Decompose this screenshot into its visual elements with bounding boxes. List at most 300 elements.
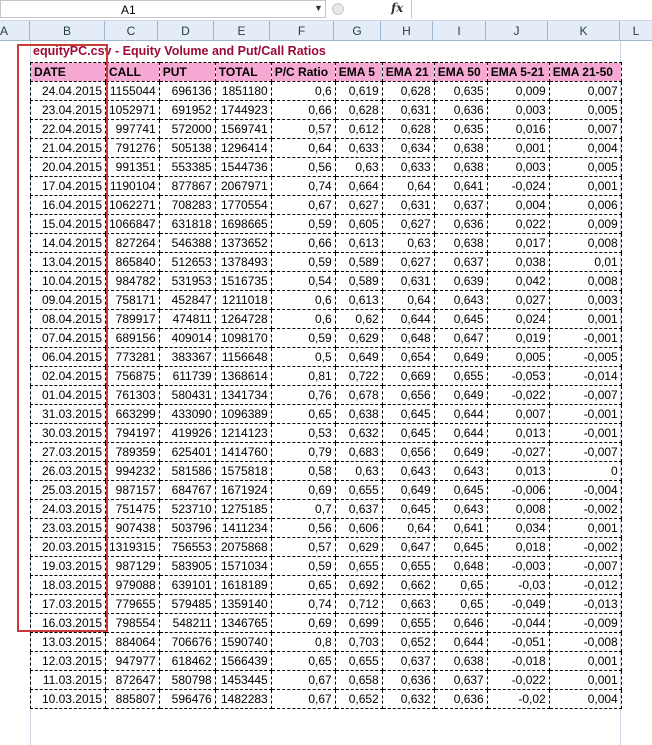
table-cell[interactable]: 1214123 xyxy=(215,424,271,443)
table-cell[interactable]: 0,6 xyxy=(271,291,335,310)
table-cell[interactable]: -0,001 xyxy=(549,424,621,443)
table-cell[interactable]: 11.03.2015 xyxy=(31,671,106,690)
table-cell[interactable]: 0,605 xyxy=(335,215,382,234)
table-cell[interactable]: -0,012 xyxy=(549,576,621,595)
table-cell[interactable]: 0,655 xyxy=(335,652,382,671)
column-header-b[interactable]: B xyxy=(30,21,105,41)
table-cell[interactable]: 0,57 xyxy=(271,120,335,139)
table-cell[interactable]: 0,59 xyxy=(271,329,335,348)
table-cell[interactable]: 546388 xyxy=(159,234,215,253)
table-cell[interactable]: 21.04.2015 xyxy=(31,139,106,158)
table-cell[interactable]: 0,69 xyxy=(271,614,335,633)
table-cell[interactable]: 1319315 xyxy=(106,538,160,557)
table-cell[interactable]: 0,656 xyxy=(382,443,434,462)
table-cell[interactable]: 987129 xyxy=(106,557,160,576)
table-cell[interactable]: 2067971 xyxy=(215,177,271,196)
table-cell[interactable]: 0,632 xyxy=(382,690,434,709)
table-cell[interactable]: 706676 xyxy=(159,633,215,652)
table-cell[interactable]: 947977 xyxy=(106,652,160,671)
table-cell[interactable]: 0,013 xyxy=(487,462,549,481)
table-cell[interactable]: 0,664 xyxy=(335,177,382,196)
table-cell[interactable]: 0,619 xyxy=(335,82,382,101)
table-cell[interactable]: 0,652 xyxy=(382,633,434,652)
table-cell[interactable]: 474811 xyxy=(159,310,215,329)
table-cell[interactable]: -0,018 xyxy=(487,652,549,671)
table-cell[interactable]: 0,024 xyxy=(487,310,549,329)
table-cell[interactable]: 0,712 xyxy=(335,595,382,614)
table-cell[interactable]: 0,655 xyxy=(382,557,434,576)
table-cell[interactable]: 884064 xyxy=(106,633,160,652)
table-cell[interactable]: 0,65 xyxy=(434,576,487,595)
table-cell[interactable]: 618462 xyxy=(159,652,215,671)
table-cell[interactable]: 0,645 xyxy=(382,405,434,424)
table-cell[interactable]: 0,692 xyxy=(335,576,382,595)
column-header-e[interactable]: E xyxy=(214,21,270,41)
table-cell[interactable]: 0,643 xyxy=(434,500,487,519)
table-cell[interactable]: 907438 xyxy=(106,519,160,538)
table-cell[interactable]: 0,645 xyxy=(382,500,434,519)
table-cell[interactable]: 0,6 xyxy=(271,82,335,101)
table-cell[interactable]: 0,638 xyxy=(434,234,487,253)
table-cell[interactable]: 0,65 xyxy=(434,595,487,614)
table-cell[interactable]: 0,7 xyxy=(271,500,335,519)
table-cell[interactable]: 991351 xyxy=(106,158,160,177)
table-cell[interactable]: 10.04.2015 xyxy=(31,272,106,291)
table-cell[interactable]: 0,003 xyxy=(487,101,549,120)
table-cell[interactable]: 0,649 xyxy=(335,348,382,367)
table-cell[interactable]: 1590740 xyxy=(215,633,271,652)
table-cell[interactable]: 0,631 xyxy=(382,272,434,291)
table-cell[interactable]: 0,635 xyxy=(434,82,487,101)
table-cell[interactable]: 794197 xyxy=(106,424,160,443)
table-cell[interactable]: 0,65 xyxy=(271,576,335,595)
table-cell[interactable]: 0,613 xyxy=(335,291,382,310)
table-cell[interactable]: 1770554 xyxy=(215,196,271,215)
table-cell[interactable]: 0,018 xyxy=(487,538,549,557)
table-cell[interactable]: 0,649 xyxy=(434,386,487,405)
header-cell[interactable]: EMA 5-21 xyxy=(487,63,549,82)
table-cell[interactable]: 12.03.2015 xyxy=(31,652,106,671)
table-cell[interactable]: 611739 xyxy=(159,367,215,386)
table-cell[interactable]: 16.03.2015 xyxy=(31,614,106,633)
table-cell[interactable]: 1275185 xyxy=(215,500,271,519)
table-cell[interactable]: 31.03.2015 xyxy=(31,405,106,424)
table-cell[interactable]: 791276 xyxy=(106,139,160,158)
table-cell[interactable]: 0,638 xyxy=(434,139,487,158)
table-cell[interactable]: 0,022 xyxy=(487,215,549,234)
table-cell[interactable]: -0,014 xyxy=(549,367,621,386)
table-cell[interactable]: 0,636 xyxy=(434,690,487,709)
header-cell[interactable]: EMA 50 xyxy=(434,63,487,82)
table-cell[interactable]: 0,722 xyxy=(335,367,382,386)
table-cell[interactable]: 0,628 xyxy=(382,82,434,101)
table-cell[interactable]: 0,655 xyxy=(382,614,434,633)
formula-input[interactable] xyxy=(411,0,652,18)
table-cell[interactable]: 0,65 xyxy=(271,405,335,424)
table-cell[interactable]: 512653 xyxy=(159,253,215,272)
table-cell[interactable]: 1156648 xyxy=(215,348,271,367)
table-cell[interactable]: 779655 xyxy=(106,595,160,614)
table-cell[interactable]: 0,656 xyxy=(382,386,434,405)
table-cell[interactable]: 1098170 xyxy=(215,329,271,348)
table-cell[interactable]: 0,66 xyxy=(271,234,335,253)
table-cell[interactable]: 0,001 xyxy=(549,177,621,196)
table-cell[interactable]: 1571034 xyxy=(215,557,271,576)
table-cell[interactable]: 0,647 xyxy=(382,538,434,557)
table-cell[interactable]: 0,019 xyxy=(487,329,549,348)
table-cell[interactable]: 0,639 xyxy=(434,272,487,291)
table-cell[interactable]: 0,632 xyxy=(335,424,382,443)
table-cell[interactable]: 08.04.2015 xyxy=(31,310,106,329)
table-cell[interactable]: 19.03.2015 xyxy=(31,557,106,576)
table-cell[interactable]: 0,643 xyxy=(434,462,487,481)
table-cell[interactable]: 572000 xyxy=(159,120,215,139)
table-cell[interactable]: 1368614 xyxy=(215,367,271,386)
table-cell[interactable]: 0,683 xyxy=(335,443,382,462)
table-cell[interactable]: 0,628 xyxy=(382,120,434,139)
table-cell[interactable]: 0,67 xyxy=(271,671,335,690)
table-cell[interactable]: 0,647 xyxy=(434,329,487,348)
table-cell[interactable]: 0,637 xyxy=(382,652,434,671)
table-cell[interactable]: 696136 xyxy=(159,82,215,101)
column-header-a[interactable]: A xyxy=(0,21,30,41)
table-cell[interactable]: 984782 xyxy=(106,272,160,291)
table-cell[interactable]: 0,669 xyxy=(382,367,434,386)
table-cell[interactable]: 0,74 xyxy=(271,595,335,614)
table-cell[interactable]: 0,612 xyxy=(335,120,382,139)
table-cell[interactable]: 0,6 xyxy=(271,310,335,329)
table-cell[interactable]: 0,634 xyxy=(382,139,434,158)
table-cell[interactable]: 0,01 xyxy=(549,253,621,272)
table-cell[interactable]: 0,655 xyxy=(434,367,487,386)
table-cell[interactable]: -0,003 xyxy=(487,557,549,576)
table-cell[interactable]: 0,636 xyxy=(382,671,434,690)
table-cell[interactable]: 0,001 xyxy=(549,519,621,538)
column-header-j[interactable]: J xyxy=(486,21,548,41)
table-cell[interactable]: 1414760 xyxy=(215,443,271,462)
table-cell[interactable]: 0,641 xyxy=(434,519,487,538)
table-cell[interactable]: 0,589 xyxy=(335,272,382,291)
table-cell[interactable]: 0,63 xyxy=(335,462,382,481)
table-cell[interactable]: 13.03.2015 xyxy=(31,633,106,652)
table-cell[interactable]: 1744923 xyxy=(215,101,271,120)
table-cell[interactable]: 0,004 xyxy=(549,690,621,709)
table-cell[interactable]: 1341734 xyxy=(215,386,271,405)
table-cell[interactable]: 0,003 xyxy=(487,158,549,177)
table-cell[interactable]: 1096389 xyxy=(215,405,271,424)
table-cell[interactable]: 15.04.2015 xyxy=(31,215,106,234)
table-cell[interactable]: 639101 xyxy=(159,576,215,595)
table-cell[interactable]: 0,627 xyxy=(335,196,382,215)
table-cell[interactable]: -0,008 xyxy=(549,633,621,652)
table-cell[interactable]: -0,013 xyxy=(549,595,621,614)
table-cell[interactable]: 0,643 xyxy=(434,291,487,310)
table-cell[interactable]: 0,004 xyxy=(487,196,549,215)
table-cell[interactable]: 0,001 xyxy=(487,139,549,158)
table-cell[interactable]: 0,54 xyxy=(271,272,335,291)
table-cell[interactable]: 0,74 xyxy=(271,177,335,196)
chevron-down-icon[interactable]: ▼ xyxy=(314,3,323,13)
column-header-l[interactable]: L xyxy=(620,21,652,41)
table-cell[interactable]: 548211 xyxy=(159,614,215,633)
table-cell[interactable]: 0,008 xyxy=(549,234,621,253)
table-cell[interactable]: 0,662 xyxy=(382,576,434,595)
table-cell[interactable]: 17.04.2015 xyxy=(31,177,106,196)
table-cell[interactable]: 07.04.2015 xyxy=(31,329,106,348)
table-cell[interactable]: 0,649 xyxy=(434,443,487,462)
table-cell[interactable]: -0,006 xyxy=(487,481,549,500)
table-cell[interactable]: 22.04.2015 xyxy=(31,120,106,139)
table-cell[interactable]: 1052971 xyxy=(106,101,160,120)
table-cell[interactable]: 0,59 xyxy=(271,253,335,272)
table-cell[interactable]: 0,645 xyxy=(434,481,487,500)
table-cell[interactable]: -0,03 xyxy=(487,576,549,595)
table-cell[interactable]: 0,001 xyxy=(549,310,621,329)
table-cell[interactable]: 1453445 xyxy=(215,671,271,690)
table-cell[interactable]: 0,005 xyxy=(549,158,621,177)
table-cell[interactable]: 0,654 xyxy=(382,348,434,367)
table-cell[interactable]: 17.03.2015 xyxy=(31,595,106,614)
table-cell[interactable]: 0,663 xyxy=(382,595,434,614)
table-cell[interactable]: 18.03.2015 xyxy=(31,576,106,595)
table-cell[interactable]: 1698665 xyxy=(215,215,271,234)
table-cell[interactable]: 531953 xyxy=(159,272,215,291)
table-cell[interactable]: -0,022 xyxy=(487,386,549,405)
table-cell[interactable]: 0,637 xyxy=(434,671,487,690)
table-cell[interactable]: 0,007 xyxy=(487,405,549,424)
table-cell[interactable]: 1066847 xyxy=(106,215,160,234)
table-cell[interactable]: 523710 xyxy=(159,500,215,519)
table-cell[interactable]: 631818 xyxy=(159,215,215,234)
table-cell[interactable]: 789359 xyxy=(106,443,160,462)
table-cell[interactable]: 1411234 xyxy=(215,519,271,538)
table-cell[interactable]: 0,648 xyxy=(434,557,487,576)
table-cell[interactable]: 579485 xyxy=(159,595,215,614)
table-cell[interactable]: 877867 xyxy=(159,177,215,196)
table-cell[interactable]: 0,652 xyxy=(335,690,382,709)
table-cell[interactable]: 452847 xyxy=(159,291,215,310)
table-cell[interactable]: 1264728 xyxy=(215,310,271,329)
table-cell[interactable]: 0,59 xyxy=(271,215,335,234)
table-cell[interactable]: 553385 xyxy=(159,158,215,177)
table-cell[interactable]: 0,76 xyxy=(271,386,335,405)
table-cell[interactable]: 0,038 xyxy=(487,253,549,272)
table-cell[interactable]: -0,024 xyxy=(487,177,549,196)
table-cell[interactable]: 0,67 xyxy=(271,196,335,215)
table-cell[interactable]: -0,02 xyxy=(487,690,549,709)
table-cell[interactable]: -0,002 xyxy=(549,500,621,519)
table-cell[interactable]: 0,009 xyxy=(549,215,621,234)
table-cell[interactable]: 0,636 xyxy=(434,101,487,120)
table-cell[interactable]: -0,051 xyxy=(487,633,549,652)
table-cell[interactable]: 2075868 xyxy=(215,538,271,557)
table-cell[interactable]: 09.04.2015 xyxy=(31,291,106,310)
table-cell[interactable]: 625401 xyxy=(159,443,215,462)
table-cell[interactable]: 0,644 xyxy=(434,424,487,443)
table-cell[interactable]: 0,678 xyxy=(335,386,382,405)
table-cell[interactable]: 0,007 xyxy=(549,120,621,139)
table-cell[interactable]: 23.04.2015 xyxy=(31,101,106,120)
table-cell[interactable]: 0,655 xyxy=(335,481,382,500)
table-cell[interactable]: 751475 xyxy=(106,500,160,519)
header-cell[interactable]: EMA 5 xyxy=(335,63,382,82)
table-cell[interactable]: 1569741 xyxy=(215,120,271,139)
table-cell[interactable]: 1346765 xyxy=(215,614,271,633)
table-cell[interactable]: 0,637 xyxy=(434,196,487,215)
table-cell[interactable]: -0,002 xyxy=(549,538,621,557)
table-cell[interactable]: 25.03.2015 xyxy=(31,481,106,500)
table-cell[interactable]: 1378493 xyxy=(215,253,271,272)
table-cell[interactable]: 20.04.2015 xyxy=(31,158,106,177)
table-cell[interactable]: 0,628 xyxy=(335,101,382,120)
table-cell[interactable]: 0,009 xyxy=(487,82,549,101)
table-cell[interactable]: 1190104 xyxy=(106,177,160,196)
table-cell[interactable]: 997741 xyxy=(106,120,160,139)
column-header-f[interactable]: F xyxy=(270,21,334,41)
sheet-title[interactable]: equityPC.csv - Equity Volume and Put/Call Ratios xyxy=(33,44,326,58)
table-cell[interactable]: 0,648 xyxy=(382,329,434,348)
table-cell[interactable]: 1671924 xyxy=(215,481,271,500)
table-cell[interactable]: 0,58 xyxy=(271,462,335,481)
column-header-d[interactable]: D xyxy=(158,21,214,41)
column-header-i[interactable]: I xyxy=(433,21,486,41)
table-cell[interactable]: 1062271 xyxy=(106,196,160,215)
table-cell[interactable]: 865840 xyxy=(106,253,160,272)
table-cell[interactable]: 27.03.2015 xyxy=(31,443,106,462)
table-cell[interactable]: 0,5 xyxy=(271,348,335,367)
table-cell[interactable]: 1566439 xyxy=(215,652,271,671)
table-cell[interactable]: 580798 xyxy=(159,671,215,690)
table-cell[interactable]: 1516735 xyxy=(215,272,271,291)
table-cell[interactable]: -0,053 xyxy=(487,367,549,386)
table-cell[interactable]: 708283 xyxy=(159,196,215,215)
table-cell[interactable]: 1296414 xyxy=(215,139,271,158)
table-cell[interactable]: 16.04.2015 xyxy=(31,196,106,215)
table-cell[interactable]: 0,034 xyxy=(487,519,549,538)
column-header-k[interactable]: K xyxy=(548,21,620,41)
table-cell[interactable]: 580431 xyxy=(159,386,215,405)
table-cell[interactable]: 827264 xyxy=(106,234,160,253)
table-cell[interactable]: 798554 xyxy=(106,614,160,633)
table-cell[interactable]: 0,633 xyxy=(335,139,382,158)
table-cell[interactable]: -0,001 xyxy=(549,405,621,424)
table-cell[interactable]: 0,635 xyxy=(434,120,487,139)
table-cell[interactable]: 24.03.2015 xyxy=(31,500,106,519)
table-cell[interactable]: -0,027 xyxy=(487,443,549,462)
table-cell[interactable]: 872647 xyxy=(106,671,160,690)
table-cell[interactable]: 0,649 xyxy=(382,481,434,500)
header-cell[interactable]: DATE xyxy=(31,63,106,82)
table-cell[interactable]: 0,59 xyxy=(271,557,335,576)
table-cell[interactable]: 503796 xyxy=(159,519,215,538)
table-cell[interactable]: 0,008 xyxy=(487,500,549,519)
table-cell[interactable]: 756875 xyxy=(106,367,160,386)
table-cell[interactable]: -0,007 xyxy=(549,443,621,462)
table-cell[interactable]: 0 xyxy=(549,462,621,481)
table-cell[interactable]: 14.04.2015 xyxy=(31,234,106,253)
table-cell[interactable]: 0,627 xyxy=(382,253,434,272)
table-cell[interactable]: 0,637 xyxy=(434,253,487,272)
worksheet-grid[interactable] xyxy=(0,41,652,745)
table-cell[interactable]: 684767 xyxy=(159,481,215,500)
table-cell[interactable]: 0,638 xyxy=(434,158,487,177)
table-cell[interactable]: 756553 xyxy=(159,538,215,557)
table-cell[interactable]: 01.04.2015 xyxy=(31,386,106,405)
table-cell[interactable]: 0,008 xyxy=(549,272,621,291)
table-cell[interactable]: 06.04.2015 xyxy=(31,348,106,367)
table-cell[interactable]: 0,658 xyxy=(335,671,382,690)
table-cell[interactable]: 0,66 xyxy=(271,101,335,120)
table-cell[interactable]: 773281 xyxy=(106,348,160,367)
table-cell[interactable]: 596476 xyxy=(159,690,215,709)
table-cell[interactable]: 0,638 xyxy=(434,652,487,671)
table-cell[interactable]: 0,79 xyxy=(271,443,335,462)
table-cell[interactable]: 0,631 xyxy=(382,101,434,120)
table-cell[interactable]: 0,606 xyxy=(335,519,382,538)
header-cell[interactable]: EMA 21-50 xyxy=(549,63,621,82)
table-cell[interactable]: 419926 xyxy=(159,424,215,443)
table-cell[interactable]: 0,636 xyxy=(434,215,487,234)
column-header-c[interactable]: C xyxy=(105,21,158,41)
table-cell[interactable]: 0,013 xyxy=(487,424,549,443)
table-cell[interactable]: 0,645 xyxy=(434,538,487,557)
table-cell[interactable]: 0,62 xyxy=(335,310,382,329)
table-cell[interactable]: 689156 xyxy=(106,329,160,348)
table-cell[interactable]: 0,699 xyxy=(335,614,382,633)
table-cell[interactable]: 23.03.2015 xyxy=(31,519,106,538)
table-cell[interactable]: 1482283 xyxy=(215,690,271,709)
table-cell[interactable]: 0,53 xyxy=(271,424,335,443)
table-cell[interactable]: -0,044 xyxy=(487,614,549,633)
table-cell[interactable]: 0,042 xyxy=(487,272,549,291)
table-cell[interactable]: 0,641 xyxy=(434,177,487,196)
table-cell[interactable]: 0,56 xyxy=(271,519,335,538)
table-cell[interactable]: 02.04.2015 xyxy=(31,367,106,386)
table-cell[interactable]: 24.04.2015 xyxy=(31,82,106,101)
table-cell[interactable]: 0,001 xyxy=(549,671,621,690)
table-cell[interactable]: 0,004 xyxy=(549,139,621,158)
table-cell[interactable]: 0,005 xyxy=(487,348,549,367)
table-cell[interactable]: -0,022 xyxy=(487,671,549,690)
table-cell[interactable]: 0,017 xyxy=(487,234,549,253)
table-cell[interactable]: 0,001 xyxy=(549,652,621,671)
table-cell[interactable]: -0,004 xyxy=(549,481,621,500)
header-cell[interactable]: P/C Ratio xyxy=(271,63,335,82)
table-cell[interactable]: 0,81 xyxy=(271,367,335,386)
table-cell[interactable]: 1155044 xyxy=(106,82,160,101)
table-cell[interactable]: 0,637 xyxy=(335,500,382,519)
table-cell[interactable]: 0,007 xyxy=(549,82,621,101)
table-cell[interactable]: 0,627 xyxy=(382,215,434,234)
table-cell[interactable]: 0,67 xyxy=(271,690,335,709)
table-cell[interactable]: 691952 xyxy=(159,101,215,120)
table-cell[interactable]: 409014 xyxy=(159,329,215,348)
table-cell[interactable]: 0,655 xyxy=(335,557,382,576)
table-cell[interactable]: 0,633 xyxy=(382,158,434,177)
table-cell[interactable]: 0,64 xyxy=(382,519,434,538)
table-cell[interactable]: 505138 xyxy=(159,139,215,158)
table-cell[interactable]: 0,63 xyxy=(335,158,382,177)
table-cell[interactable]: 0,649 xyxy=(434,348,487,367)
table-cell[interactable]: 0,006 xyxy=(549,196,621,215)
table-cell[interactable]: 0,65 xyxy=(271,652,335,671)
table-cell[interactable]: 0,64 xyxy=(382,291,434,310)
table-cell[interactable]: 0,003 xyxy=(549,291,621,310)
header-cell[interactable]: TOTAL xyxy=(215,63,271,82)
table-cell[interactable]: 885807 xyxy=(106,690,160,709)
table-cell[interactable]: 0,613 xyxy=(335,234,382,253)
table-cell[interactable]: -0,049 xyxy=(487,595,549,614)
